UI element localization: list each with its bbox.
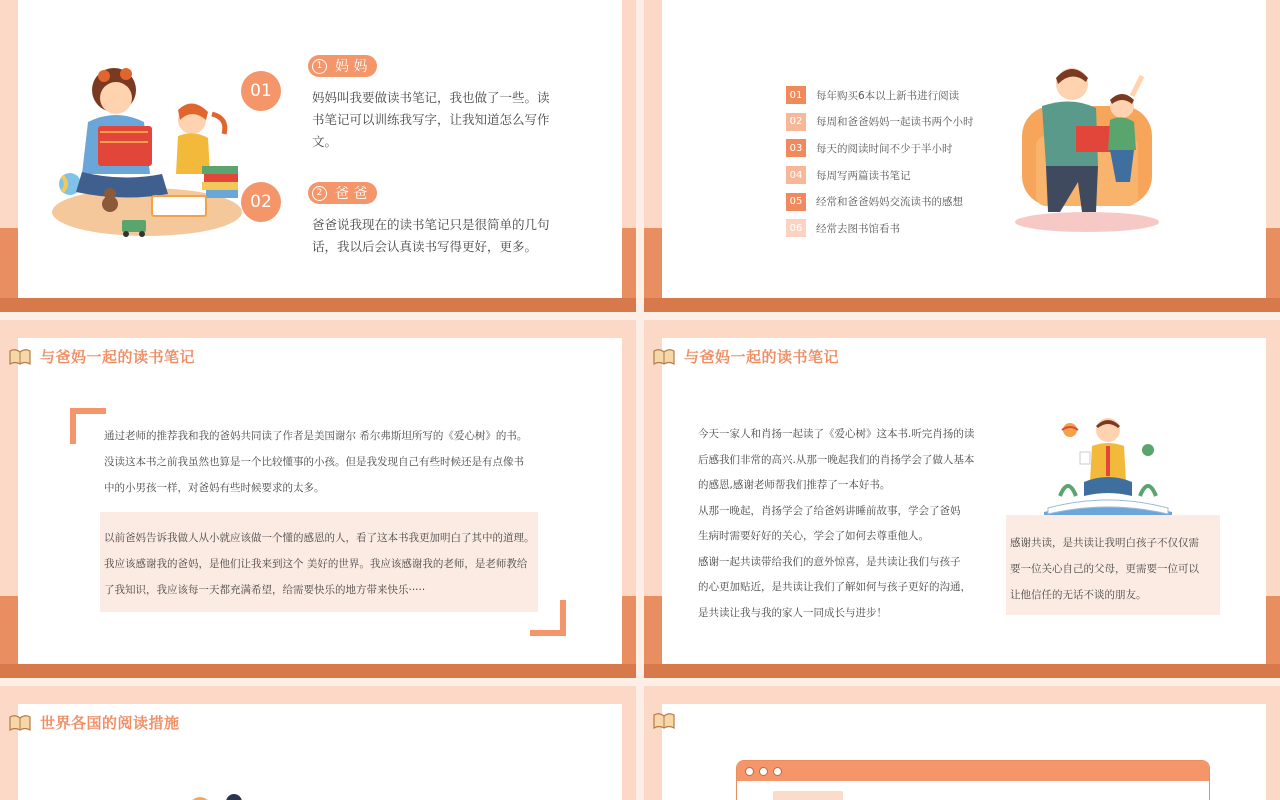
slide-reading-notes-1[interactable] <box>0 320 636 678</box>
list-item <box>786 109 974 136</box>
text-line: 让他信任的无话不谈的朋友。 <box>1010 589 1147 601</box>
decor-band-dark <box>644 664 1280 678</box>
slide-card <box>662 0 1266 298</box>
cropped-heading-shape <box>773 791 843 800</box>
slide-header <box>652 712 676 730</box>
text-line: 从那一晚起，肖扬学会了给爸妈讲睡前故事，学会了爸妈 <box>698 504 961 517</box>
list-item <box>786 162 974 189</box>
item-number-02: 02 <box>241 182 281 222</box>
text-line: 后感我们非常的高兴.从那一晚起我们的肖扬学会了做人基本 <box>698 453 975 466</box>
slide-mom-dad-notes[interactable] <box>0 0 636 312</box>
slide-card <box>18 0 622 298</box>
list-number: 01 <box>786 86 806 104</box>
window-dot-icon <box>773 767 782 776</box>
mom-paragraph <box>312 87 550 153</box>
text-line: 的感恩,感谢老师帮我们推荐了一本好书。 <box>698 479 891 491</box>
tag-dad <box>308 182 377 204</box>
slide-header <box>652 346 839 367</box>
slide-title: 与爸妈一起的读书笔记 <box>40 348 196 366</box>
browser-window-frame <box>736 760 1210 800</box>
list-item <box>786 188 974 215</box>
corner-bracket-top-left <box>70 408 106 444</box>
slide-header <box>8 712 180 733</box>
window-dot-icon <box>745 767 754 776</box>
tag-mom <box>308 55 377 77</box>
text-line: 话，我以后会认真读书写得更好，更多。 <box>312 239 538 254</box>
decor-band-dark <box>644 298 1280 312</box>
list-text: 每天的阅读时间不少于半小时 <box>816 142 953 155</box>
slide-world-reading-measures[interactable] <box>0 686 636 800</box>
list-text: 每周写两篇读书笔记 <box>816 169 911 182</box>
partial-illustration <box>190 792 250 800</box>
list-text: 经常和爸爸妈妈交流读书的感想 <box>816 196 963 209</box>
text-line: 是共读让我与我的家人一同成长与进步！ <box>698 606 887 619</box>
notes-paragraph-2 <box>104 525 535 603</box>
text-line: 了我知识，我应该每一天都充满希望，给需要快乐的地方带来快乐····· <box>104 584 426 596</box>
text-line: 以前爸妈告诉我做人从小就应该做一个懂的感恩的人，看了这本书我更加明白了其中的道理。 <box>104 532 535 544</box>
open-book-icon <box>8 714 32 732</box>
list-item <box>786 82 974 109</box>
list-text: 每周和爸爸妈妈一起读书两个小时 <box>816 116 974 129</box>
mom-child-reading-illustration <box>42 62 252 242</box>
list-text: 经常去图书馆看书 <box>816 222 900 235</box>
text-line: 我应该感谢我的爸妈，是他们让我来到这个 美好的世界。我应该感谢我的老师，是老师教给 <box>104 558 528 570</box>
decor-band-dark <box>0 298 636 312</box>
list-text: 每年购买6本以上新书进行阅读 <box>816 89 960 102</box>
notes-paragraph-1 <box>104 423 527 501</box>
slide-reading-plan[interactable] <box>644 0 1280 312</box>
browser-title-bar <box>737 761 1209 781</box>
list-number: 05 <box>786 193 806 211</box>
list-number: 06 <box>786 219 806 237</box>
reading-plan-list <box>786 82 974 242</box>
text-line: 妈妈叫我要做读书笔记，我也做了一些。读 <box>312 90 550 105</box>
text-line: 爸爸说我现在的读书笔记只是很简单的几句 <box>312 217 550 232</box>
text-line: 书笔记可以训练我写字，让我知道怎么写作 <box>312 112 550 127</box>
slide-header <box>8 346 195 367</box>
list-item <box>786 215 974 242</box>
dad-paragraph <box>312 214 550 258</box>
window-dot-icon <box>759 767 768 776</box>
list-number: 03 <box>786 139 806 157</box>
tag-label: 妈 妈 <box>335 59 368 75</box>
text-line: 感谢一起共读带给我们的意外惊喜，是共读让我们与孩子 <box>698 555 961 568</box>
open-book-icon <box>652 348 676 366</box>
tag-label: 爸 爸 <box>335 186 368 202</box>
slide-next[interactable] <box>644 686 1280 800</box>
list-number: 02 <box>786 113 806 131</box>
text-line: 的心更加贴近，是共读让我们了解如何与孩子更好的沟通， <box>698 581 971 593</box>
list-item <box>786 135 974 162</box>
text-line: 通过老师的推荐我和我的爸妈共同读了作者是美国谢尔 希尔弗斯坦所写的《爱心树》的书。 <box>104 430 528 442</box>
slide-title: 与爸妈一起的读书笔记 <box>684 348 840 366</box>
open-book-icon <box>8 348 32 366</box>
decor-band-dark <box>0 664 636 678</box>
text-line: 中的小男孩一样，对爸妈有些时候要求的太多。 <box>104 482 325 494</box>
boy-reading-on-book-illustration <box>1040 416 1176 526</box>
list-number: 04 <box>786 166 806 184</box>
father-child-armchair-illustration <box>1012 66 1162 236</box>
tag-index: 1 <box>312 59 327 74</box>
slide-title: 世界各国的阅读措施 <box>40 714 180 732</box>
text-line: 没读这本书之前我虽然也算是一个比较懂事的小孩。但是我发现自己有些时候还是有点像书 <box>104 456 524 468</box>
text-line: 今天一家人和肖扬一起读了《爱心树》这本书.听完肖扬的读 <box>698 428 975 440</box>
tag-index: 2 <box>312 186 327 201</box>
quote-text <box>1010 530 1199 608</box>
corner-bracket-bottom-right <box>530 600 566 636</box>
open-book-icon <box>652 712 676 730</box>
item-number-01: 01 <box>241 71 281 111</box>
slide-reading-notes-2[interactable] <box>644 320 1280 678</box>
text-line: 生病时需要好好的关心，学会了如何去尊重他人。 <box>698 530 929 542</box>
family-reading-paragraph <box>698 422 974 626</box>
text-line: 感谢共读，是共读让我明白孩子不仅仅需 <box>1010 537 1199 549</box>
text-line: 要一位关心自己的父母，更需要一位可以 <box>1010 563 1199 575</box>
text-line: 文。 <box>312 134 338 149</box>
